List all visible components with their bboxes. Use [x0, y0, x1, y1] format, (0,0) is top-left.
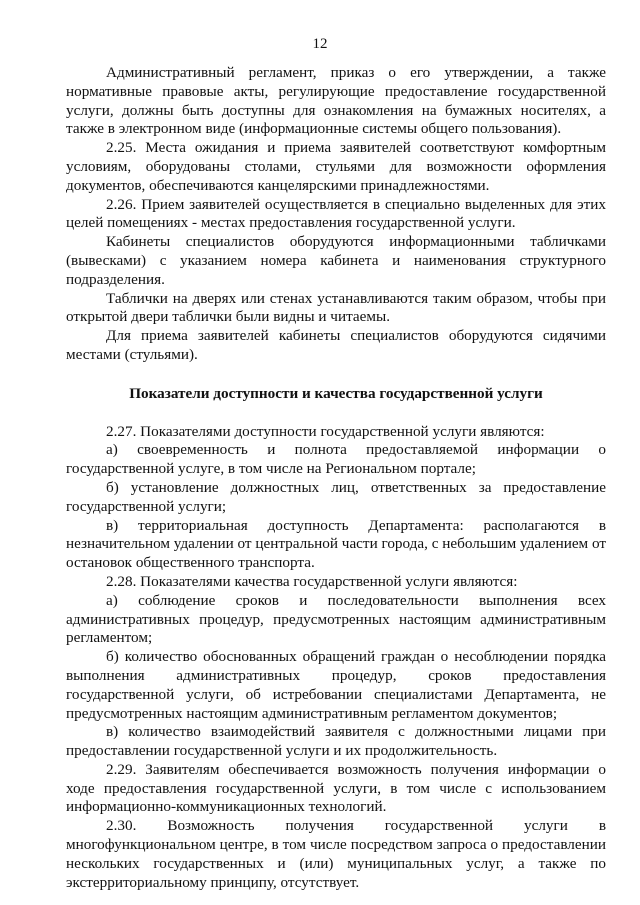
- list-item-a: а) соблюдение сроков и последовательности выполнения всех административных процедур, предусмотренных настоящим административным регламентом;: [66, 591, 606, 647]
- paragraph-2-26: 2.26. Прием заявителей осуществляется в специально выделенных для этих целей помещениях - местах предоставления государственной услуги.: [66, 195, 606, 232]
- paragraph-2-30: 2.30. Возможность получения государственной услуги в многофункциональном центре, в том числе посредством запроса о предоставлении нескольких государственных и (или) муниципальных услуг, а также по экстерриториальному принципу, отсутствует.: [66, 817, 606, 891]
- list-item-b: б) установление должностных лиц, ответственных за предоставление государственной услуги;: [66, 478, 606, 515]
- list-item-a: а) своевременность и полнота предоставляемой информации о государственной услуге, в том числе на Региональном портале;: [66, 441, 606, 478]
- paragraph-2-27: 2.27. Показателями доступности государственной услуги являются:: [106, 422, 545, 440]
- paragraph-2-28: 2.28. Показателями качества государственной услуги являются:: [106, 572, 518, 590]
- section-heading: Показатели доступности и качества государственной услуги: [129, 384, 543, 402]
- page-number: 12: [312, 36, 328, 52]
- paragraph: Административный регламент, приказ о его утверждении, а также нормативные правовые акты, регулирующие предоставление государственной услуги, должны быть доступны для ознакомления на бумажных носителях, а также в электронном виде (информационные системы общего пользования).: [66, 64, 606, 138]
- list-item-v: в) количество взаимодействий заявителя с должностными лицами при предоставлении государственной услуги и их продолжительность.: [66, 723, 606, 760]
- document-body: [66, 64, 606, 892]
- list-item-b: б) количество обоснованных обращений граждан о несоблюдении порядка выполнения административных процедур, сроков предоставления государственной услуги, об истребовании специалистами Департамента, не предусмотренных настоящим административным регламентом документов;: [66, 648, 606, 722]
- list-item-v: в) территориальная доступность Департамента: располагаются в незначительном удалении от центральной части города, с небольшим удалением от остановок общественного транспорта.: [66, 516, 606, 572]
- paragraph: Для приема заявителей кабинеты специалистов оборудуются сидячими местами (стульями).: [66, 327, 606, 363]
- paragraph: Таблички на дверях или стенах устанавливаются таким образом, чтобы при открытой двери таблички были видны и читаемы.: [66, 289, 606, 326]
- paragraph-2-29: 2.29. Заявителям обеспечивается возможность получения информации о ходе предоставления государственной услуги, в том числе с использованием информационно-коммуникационных технологий.: [66, 760, 606, 816]
- paragraph-2-25: 2.25. Места ожидания и приема заявителей соответствуют комфортным условиям, оборудованы столами, стульями для возможности оформления документов, обеспечиваются канцелярскими принадлежностями.: [66, 139, 606, 194]
- paragraph: Кабинеты специалистов оборудуются информационными табличками (вывесками) с указанием номера кабинета и наименования структурного подразделения.: [66, 233, 606, 288]
